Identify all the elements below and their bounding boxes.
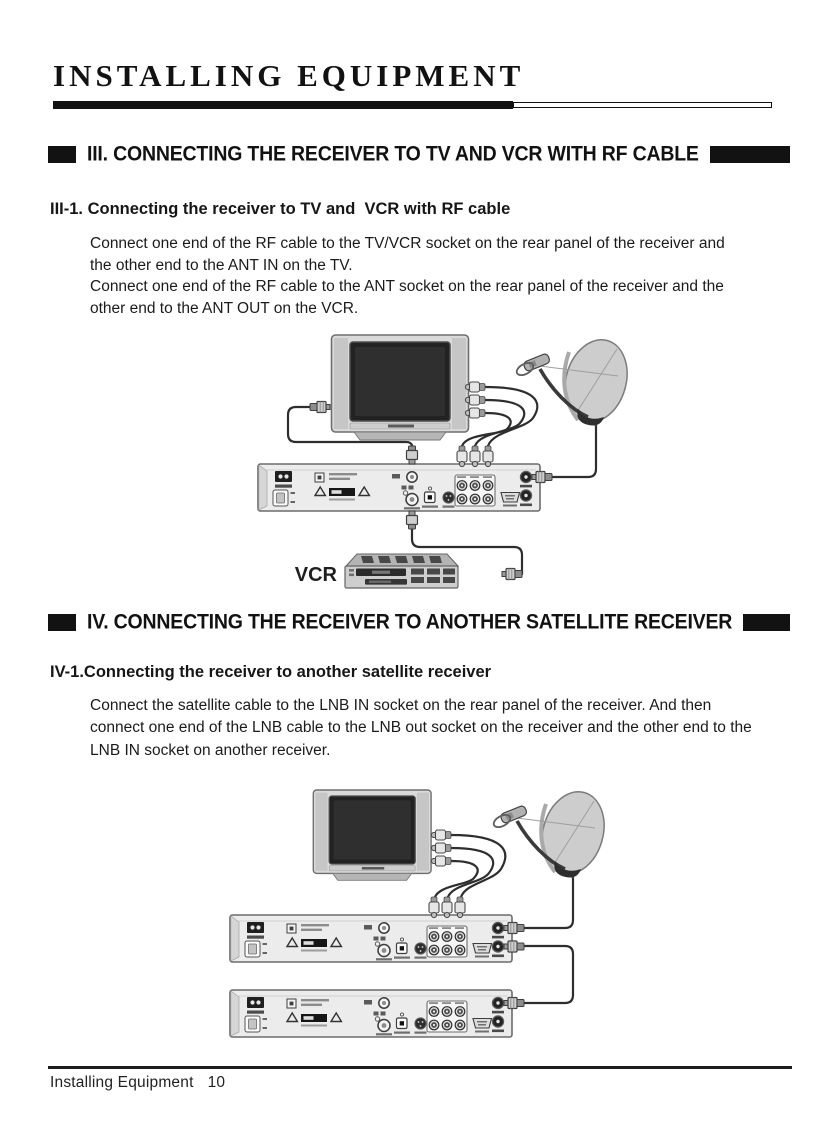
section-iii-body	[90, 233, 725, 320]
body-line: Connect the satellite cable to the LNB IN socket on the rear panel of the receiver. And then	[90, 697, 712, 714]
section-iii-subheading: III-1. Connecting the receiver to TV and VCR with RF cable	[50, 200, 511, 218]
body-line: LNB IN socket on another receiver.	[90, 741, 331, 759]
body-line: other end to the ANT OUT on the VCR.	[90, 300, 359, 318]
footer-label: Installing Equipment	[50, 1074, 194, 1091]
lnb-cable-dish	[524, 876, 573, 928]
receiver-rear-panel	[258, 464, 540, 511]
rca-cable-2	[448, 848, 493, 897]
rca-plug-audio-r	[431, 856, 451, 866]
rca-cable-3	[462, 413, 511, 446]
rf-plug-tvvcr-socket	[407, 511, 418, 529]
lnb-cable-dish	[552, 424, 596, 477]
satellite-dish-illustration	[492, 785, 614, 882]
rca-cable-2	[475, 400, 524, 446]
rf-plug-ant-socket	[407, 446, 418, 464]
section-iii-heading	[48, 141, 790, 166]
section-iv-subheading: IV-1.Connecting the receiver to another satellite receiver	[50, 663, 492, 681]
tv-illustration	[332, 335, 469, 440]
receiver-2-rear-panel	[230, 990, 512, 1037]
body-line: the other end to the ANT IN on the TV.	[90, 256, 353, 274]
diagram-tv-vcr-connection	[240, 328, 660, 604]
page-title: INSTALLING EQUIPMENT	[53, 58, 525, 93]
tv-illustration	[313, 790, 431, 880]
heading-left-bar	[48, 146, 76, 163]
page-number: 10	[207, 1074, 226, 1091]
page-footer	[50, 1074, 225, 1092]
rf-plug-to-tv	[310, 402, 330, 413]
rca-plug-video	[431, 830, 451, 840]
body-line: Connect one end of the RF cable to the ANT socket on the rear panel of the receiver and the	[90, 278, 724, 296]
lnb-cable-link	[524, 946, 573, 1003]
body-line: Connect one end of the RF cable to the TV/VCR socket on the rear panel of the receiver and	[90, 235, 725, 252]
section-iii-heading-text: III. CONNECTING THE RECEIVER TO TV AND VCR WITH RF CABLE	[87, 141, 699, 166]
title-underline-solid	[53, 101, 513, 109]
diagram-receiver-to-receiver	[210, 785, 630, 1057]
rca-cable-1	[485, 387, 537, 446]
section-iv-heading	[48, 609, 790, 634]
title-underline-hollow	[513, 102, 772, 108]
section-iv-heading-text: IV. CONNECTING THE RECEIVER TO ANOTHER SATELLITE RECEIVER	[87, 609, 733, 634]
rca-plug-audio-l	[431, 843, 451, 853]
section-iv-body	[90, 695, 752, 762]
rf-plug-to-vcr	[502, 569, 522, 580]
satellite-dish-illustration	[515, 332, 637, 429]
body-line: connect one end of the LNB cable to the LNB out socket on the receiver and the other end to the	[90, 719, 752, 737]
vcr-label: VCR	[294, 564, 337, 586]
heading-right-bar	[710, 146, 790, 163]
footer-divider	[48, 1066, 792, 1069]
title-underline	[53, 100, 772, 109]
heading-left-bar	[48, 614, 76, 631]
receiver-1-rear-panel	[230, 915, 512, 962]
heading-right-bar	[743, 614, 790, 631]
vcr-illustration	[345, 554, 458, 588]
